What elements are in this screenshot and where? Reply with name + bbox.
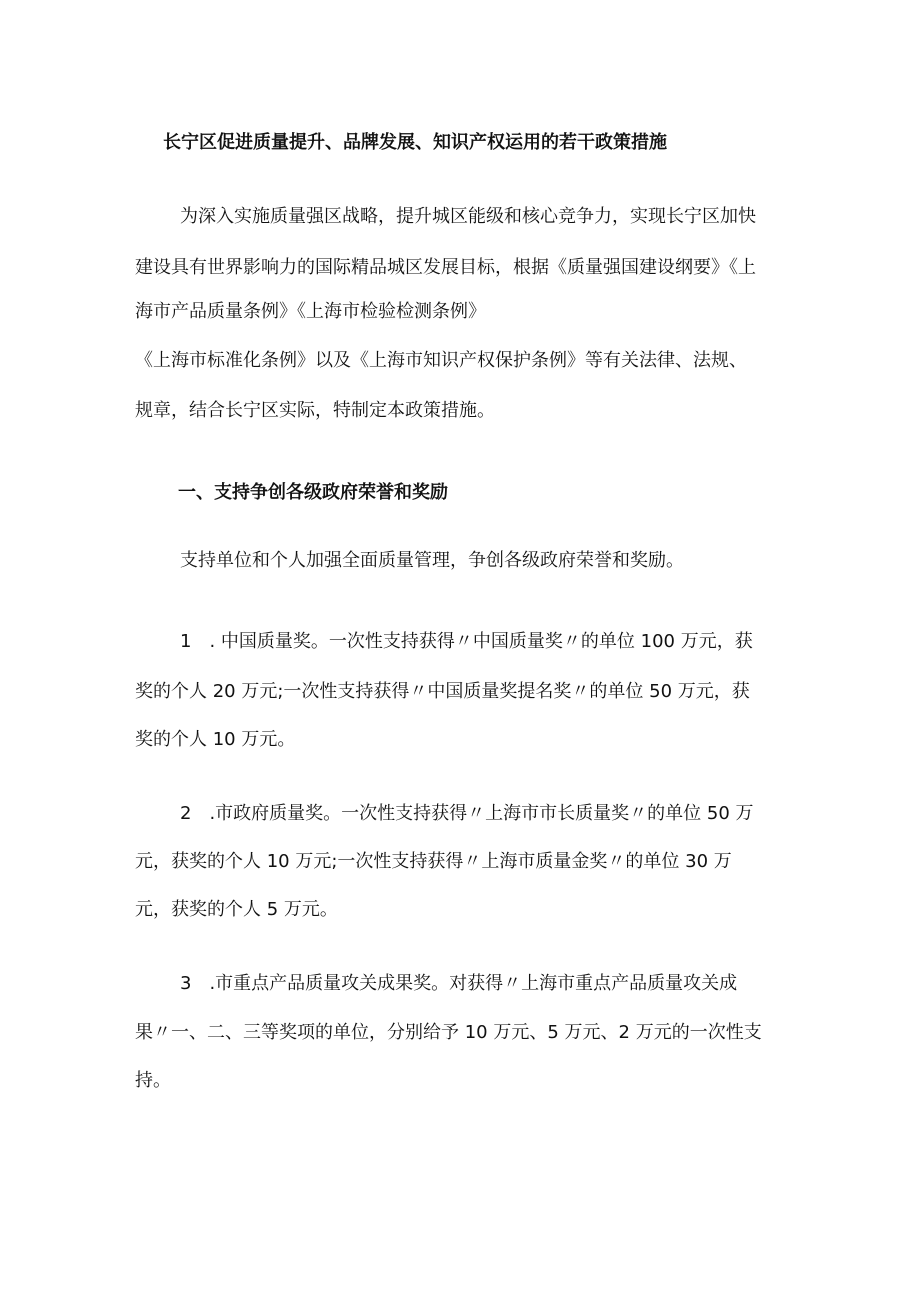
item-2-line-3: 元，获奖的个人 5 万元。	[135, 899, 338, 920]
item-2-line-1: 2 .市政府质量奖。一次性支持获得〃上海市市长质量奖〃的单位 50 万	[180, 803, 754, 824]
intro-line-5: 规章，结合长宁区实际，特制定本政策措施。	[135, 400, 495, 421]
item-2-line-2: 元，获奖的个人 10 万元;一次性支持获得〃上海市质量金奖〃的单位 30 万	[135, 851, 732, 872]
document-title: 长宁区促进质量提升、品牌发展、知识产权运用的若干政策措施	[163, 132, 667, 153]
item-3-line-2: 果〃一、二、三等奖项的单位，分别给予 10 万元、5 万元、2 万元的一次性支	[135, 1022, 762, 1043]
item-1-line-3: 奖的个人 10 万元。	[135, 729, 296, 750]
section-1-heading: 一、支持争创各级政府荣誉和奖励	[178, 482, 448, 503]
intro-line-4: 《上海市标准化条例》以及《上海市知识产权保护条例》等有关法律、法规、	[135, 350, 747, 371]
section-1-intro: 支持单位和个人加强全面质量管理，争创各级政府荣誉和奖励。	[180, 550, 684, 571]
item-1-line-1: 1 . 中国质量奖。一次性支持获得〃中国质量奖〃的单位 100 万元，获	[180, 631, 753, 652]
item-1-line-2: 奖的个人 20 万元;一次性支持获得〃中国质量奖提名奖〃的单位 50 万元，获	[135, 681, 750, 702]
intro-line-1: 为深入实施质量强区战略，提升城区能级和核心竞争力，实现长宁区加快	[180, 206, 756, 227]
intro-line-2: 建设具有世界影响力的国际精品城区发展目标，根据《质量强国建设纲要》《上	[135, 257, 756, 278]
item-3-line-1: 3 .市重点产品质量攻关成果奖。对获得〃上海市重点产品质量攻关成	[180, 973, 738, 994]
intro-line-3: 海市产品质量条例》《上海市检验检测条例》	[135, 301, 486, 322]
item-3-line-3: 持。	[135, 1070, 171, 1091]
